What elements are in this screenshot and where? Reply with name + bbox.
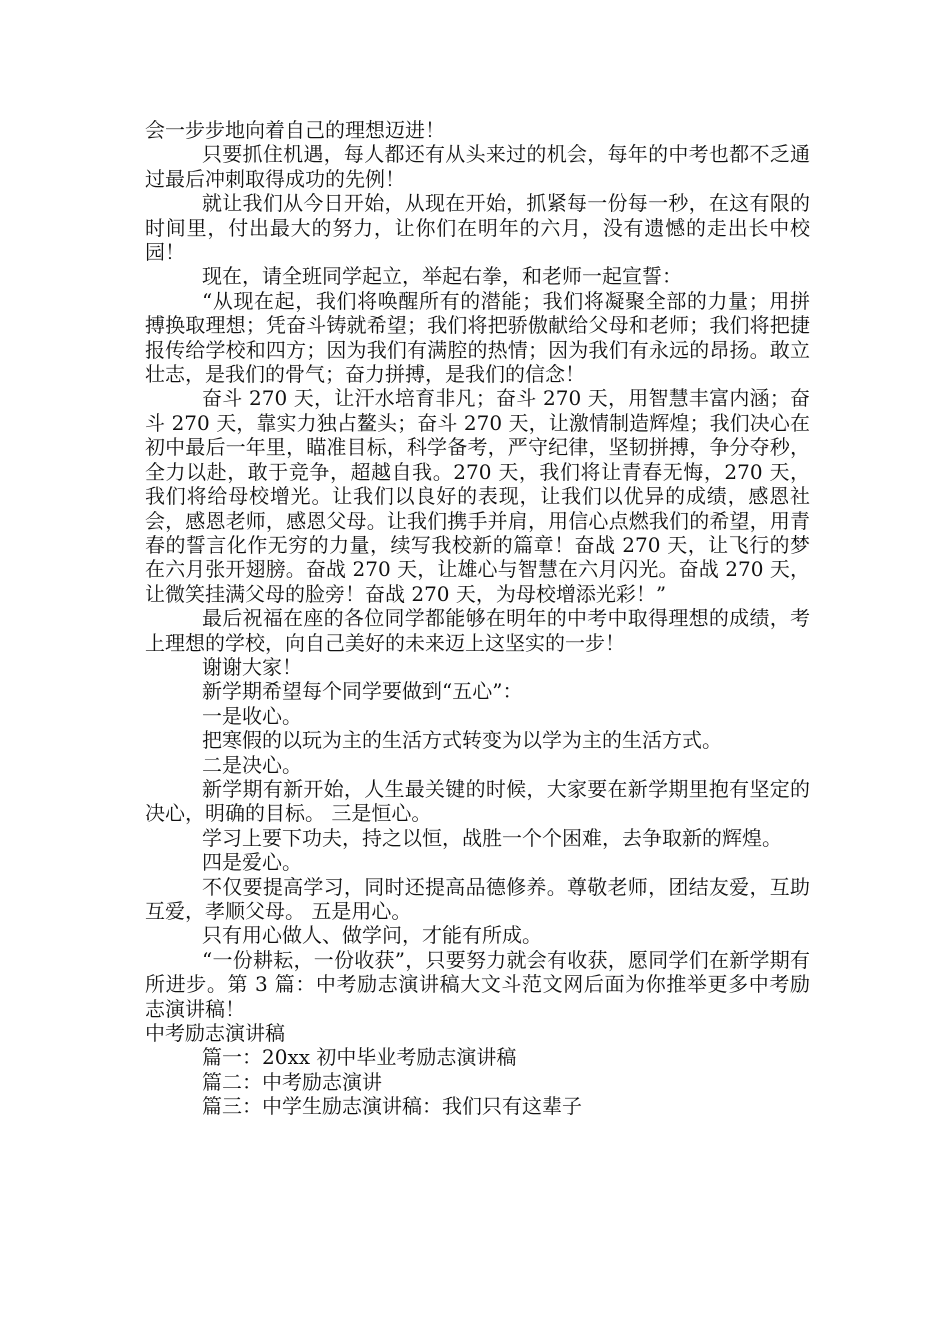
- document-body: [145, 118, 810, 1119]
- paragraph-5: “从现在起，我们将唤醒所有的潜能；我们将凝聚全部的力量；用拼搏换取理想；凭奋斗铸就希望；我们将把骄傲献给父母和老师；我们将把捷报传给学校和四方；因为我们有满腔的热情；因为我们有永远的昂扬。敢立壮志，是我们的骨气；奋力拼搏，是我们的信念！: [145, 288, 810, 387]
- section-heading: 中考励志演讲稿: [145, 1021, 285, 1046]
- paragraph-1: 会一步步地向着自己的理想迈进！: [145, 118, 445, 142]
- paragraph-8: 谢谢大家！: [202, 654, 302, 679]
- paragraph-14: 学习上要下功夫，持之以恒，战胜一个个困难，去争取新的辉煌。: [202, 825, 782, 850]
- paragraph-18: “一份耕耘，一份收获”，只要努力就会有收获，愿同学们在新学期有所进步。第 3 篇：中考励志演讲稿大文斗范文网后面为你推举更多中考励志演讲稿！: [145, 947, 810, 1021]
- paragraph-10: 一是收心。: [202, 703, 302, 728]
- toc-item-2: 篇二：中考励志演讲: [202, 1069, 382, 1094]
- paragraph-6: 奋斗 270 天，让汗水培育非凡；奋斗 270 天，用智慧丰富内涵；奋斗 270 天，靠实力独占鳌头；奋斗 270 天，让激情制造辉煌；我们决心在初中最后一年里，瞄准目标，科学备考，严守纪律，坚韧拼搏，争分夺秒，全力以赴，敢于竞争，超越自我。270 天，我们将让青春无悔，270 天，我们将给母校增光。让我们以良好的表现，让我们以优异的成绩，感恩社会，感恩老师，感恩父母。让我们携手并肩，用信心点燃我们的希望，用青春的誓言化作无穷的力量，续写我校新的篇章！奋战 270 天，让飞行的梦在六月张开翅膀。奋战 270 天，让雄心与智慧在六月闪光。奋战 270 天，让微笑挂满父母的脸旁！奋战 270 天，为母校增添光彩！”: [145, 386, 810, 606]
- toc-item-3: 篇三：中学生励志演讲稿：我们只有这辈子: [202, 1094, 582, 1119]
- paragraph-17: 只有用心做人、做学问，才能有所成。: [202, 923, 542, 948]
- paragraph-12: 二是决心。: [202, 752, 302, 777]
- paragraph-16: 不仅要提高学习，同时还提高品德修养。尊敬老师，团结友爱，互助互爱，孝顺父母。 五是用心。: [145, 874, 810, 923]
- paragraph-9: 新学期希望每个同学要做到“五心”：: [202, 679, 523, 704]
- paragraph-15: 四是爱心。: [202, 850, 302, 875]
- paragraph-4: 现在，请全班同学起立，举起右拳，和老师一起宣誓：: [202, 264, 682, 289]
- toc-item-1: 篇一：20xx 初中毕业考励志演讲稿: [202, 1045, 517, 1070]
- paragraph-3: 就让我们从今日开始，从现在开始，抓紧每一份每一秒，在这有限的时间里，付出最大的努力，让你们在明年的六月，没有遗憾的走出长中校园！: [145, 191, 810, 265]
- paragraph-7: 最后祝福在座的各位同学都能够在明年的中考中取得理想的成绩，考上理想的学校，向自己美好的未来迈上这坚实的一步！: [145, 606, 810, 655]
- paragraph-13: 新学期有新开始，人生最关键的时候，大家要在新学期里抱有坚定的决心，明确的目标。 三是恒心。: [145, 776, 810, 826]
- paragraph-11: 把寒假的以玩为主的生活方式转变为以学为主的生活方式。: [202, 728, 722, 753]
- paragraph-2: 只要抓住机遇，每人都还有从头来过的机会，每年的中考也都不乏通过最后冲刺取得成功的先例！: [145, 142, 810, 191]
